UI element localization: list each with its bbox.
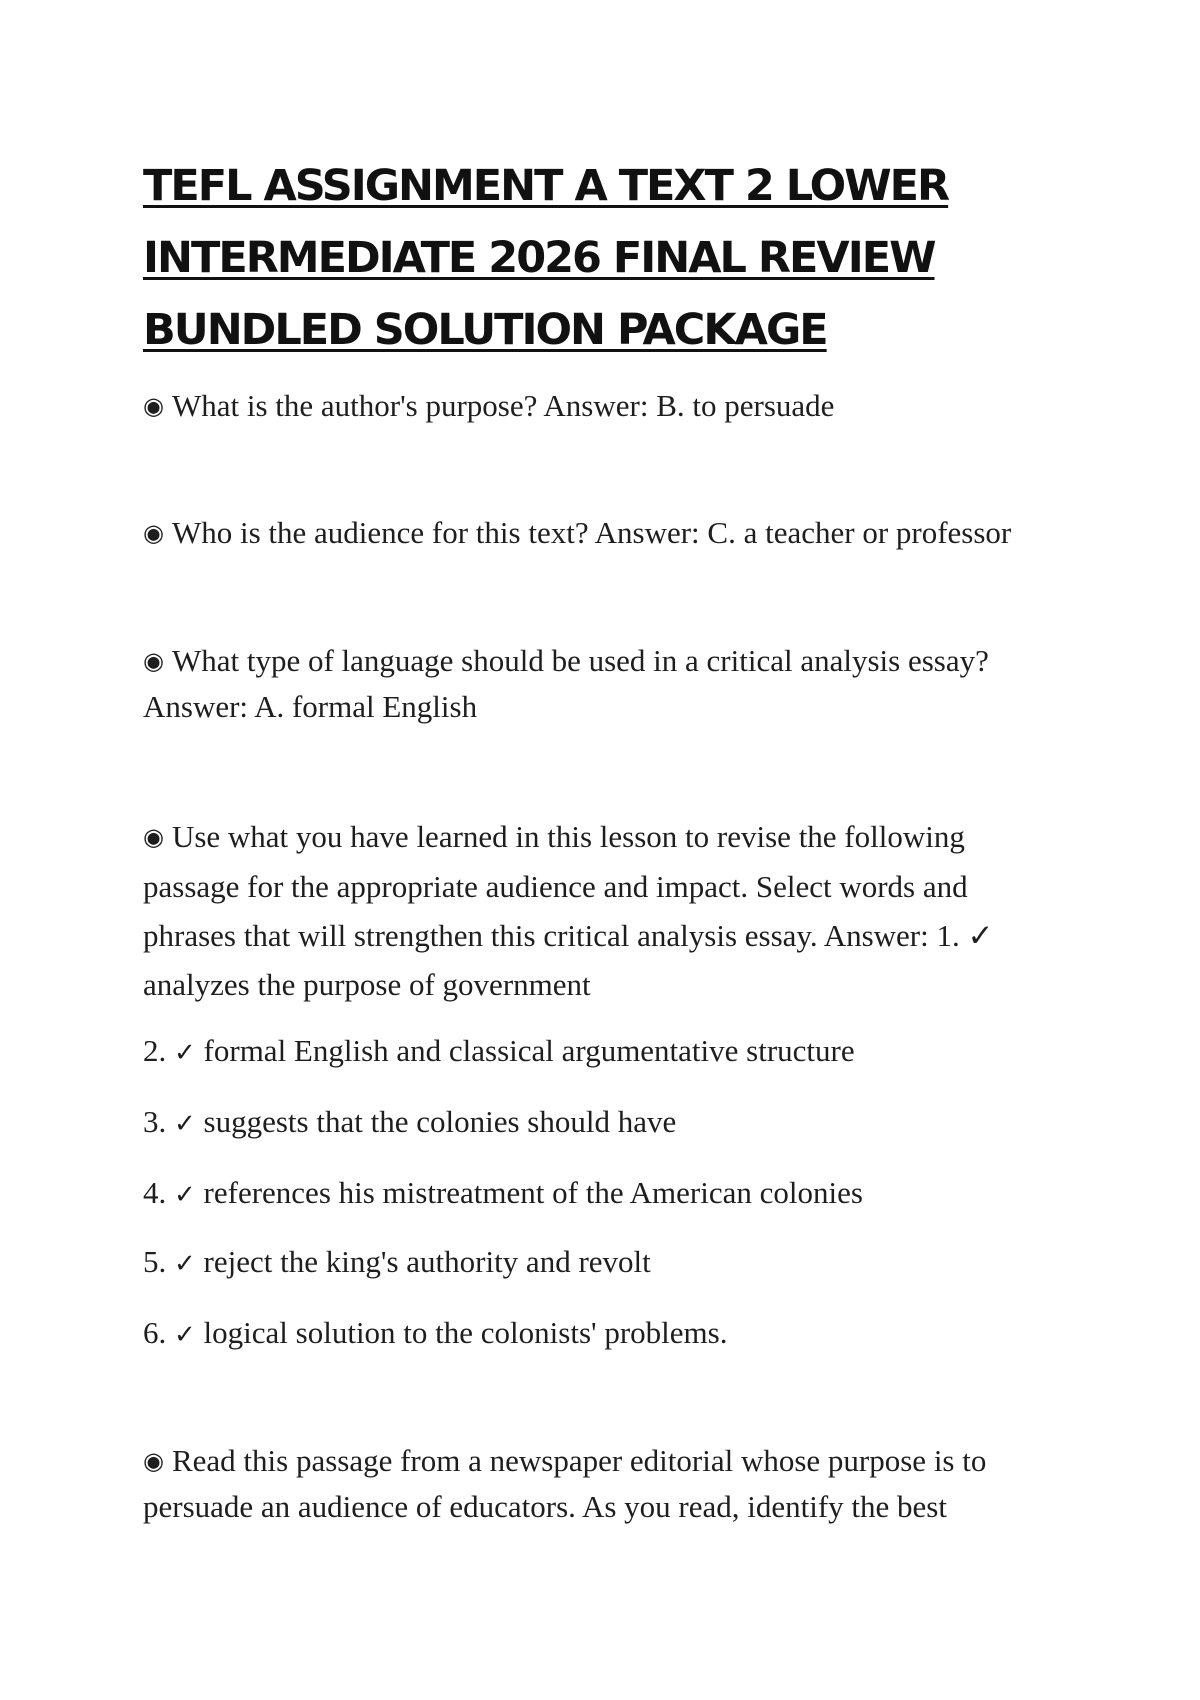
radio-bullet-icon: ◉ xyxy=(143,1447,164,1475)
document-title: TEFL ASSIGNMENT A TEXT 2 LOWER INTERMEDIATE 2026 FINAL REVIEW BUNDLED SOLUTION PACKAGE xyxy=(143,161,949,355)
answer-number: 6. xyxy=(143,1315,167,1350)
checkmark-icon: ✓ xyxy=(174,1180,196,1210)
checkmark-icon: ✓ xyxy=(174,1320,196,1350)
question-item xyxy=(143,638,1063,730)
question-text: Who is the audience for this text? Answer: C. a teacher or professor xyxy=(171,515,1012,550)
checkmark-icon: ✓ xyxy=(174,1109,196,1139)
answer-text: suggests that the colonies should have xyxy=(203,1104,677,1139)
question-item xyxy=(143,812,1063,1009)
answer-item xyxy=(143,1028,1063,1076)
checkmark-icon: ✓ xyxy=(174,1038,196,1068)
question-item xyxy=(143,1438,1063,1530)
answer-text: formal English and classical argumentative structure xyxy=(203,1033,855,1068)
radio-bullet-icon: ◉ xyxy=(143,392,164,420)
answer-number: 4. xyxy=(143,1175,167,1210)
answer-item xyxy=(143,1170,1063,1218)
answer-item xyxy=(143,1099,1063,1147)
document-page xyxy=(143,150,1063,366)
answer-number: 3. xyxy=(143,1104,167,1139)
radio-bullet-icon: ◉ xyxy=(143,647,164,675)
answer-text: logical solution to the colonists' problems. xyxy=(203,1315,728,1350)
radio-bullet-icon: ◉ xyxy=(143,519,164,547)
answer-text: references his mistreatment of the American colonies xyxy=(203,1175,863,1210)
answer-number: 2. xyxy=(143,1033,167,1068)
answer-text: reject the king's authority and revolt xyxy=(203,1244,651,1279)
question-item xyxy=(143,383,1063,429)
question-text: What is the author's purpose? Answer: B. to persuade xyxy=(171,388,835,423)
question-text: What type of language should be used in a critical analysis essay? Answer: A. formal English xyxy=(143,643,989,724)
question-item xyxy=(143,510,1063,556)
question-text: Read this passage from a newspaper editorial whose purpose is to persuade an audience of educators. As you read, identify the best xyxy=(143,1443,987,1524)
radio-bullet-icon: ◉ xyxy=(143,823,164,851)
checkmark-icon: ✓ xyxy=(174,1249,196,1279)
question-text: Use what you have learned in this lesson to revise the following passage for the appropriate audience and impact. Select words and phrases that will strengthen this critical analysis essay. Answer: 1. ✓ analyzes the purpose of government xyxy=(143,819,994,1002)
answer-number: 5. xyxy=(143,1244,167,1279)
answer-item xyxy=(143,1239,1063,1287)
answer-item xyxy=(143,1310,1063,1358)
